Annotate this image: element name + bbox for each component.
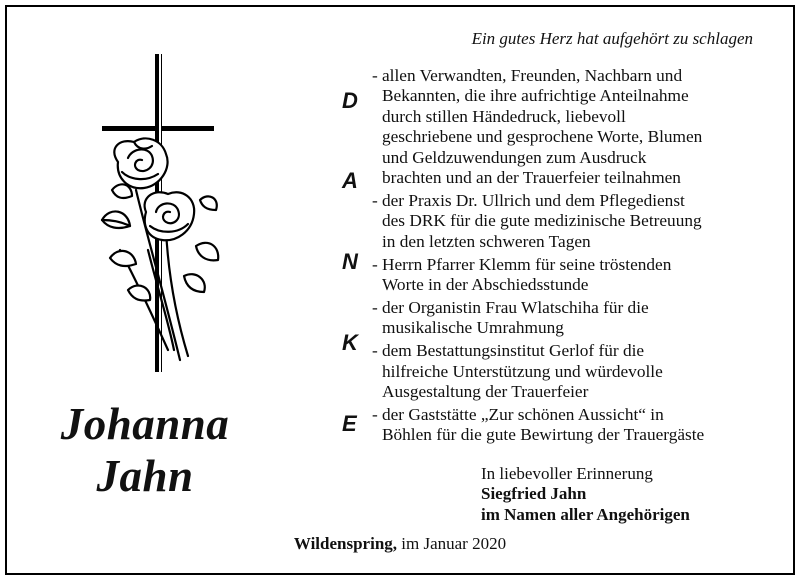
thanks-line: allen Verwandten, Freunden, Nachbarn und [382,66,683,85]
thanks-line: Herrn Pfarrer Klemm für seine tröstenden [382,254,672,274]
thanks-line: hilfreiche Unterstützung und würdevolle [382,361,663,381]
item-dash: - [372,190,378,210]
acrostic-letter-e: E [342,411,357,436]
thanks-item-doctor [372,191,762,252]
thanks-line: dem Bestattungsinstitut Gerlof für die [382,341,645,361]
thanks-line: geschriebene und gesprochene Worte, Blumen [382,127,703,147]
item-dash: - [372,66,378,85]
thanks-line: und Geldzuwendungen zum Ausdruck [382,147,647,167]
thanks-line: des DRK für die gute medizinische Betreuung [382,211,702,231]
signature-on-behalf: im Namen aller Angehörigen [481,504,690,524]
thanks-list [372,66,762,448]
thanks-line: Bekannten, die ihre aufrichtige Anteilnahme [382,86,689,106]
thanks-line: Böhlen für die gute Bewirtung der Trauergäste [382,425,705,445]
thanks-line: der Praxis Dr. Ullrich und dem Pflegedienst [382,190,685,210]
item-dash: - [372,341,378,361]
thanks-item-organist [372,298,762,339]
acrostic-letter-d: D [342,88,358,113]
cross-with-roses-icon [88,50,228,380]
thanks-line: in den letzten schweren Tagen [382,231,591,251]
item-dash: - [372,405,378,424]
motto: Ein gutes Herz hat aufgehört zu schlagen [471,29,753,48]
item-dash: - [372,297,378,317]
date: im Januar 2020 [401,534,507,553]
signature-name: Siegfried Jahn [481,484,587,504]
signature-intro: In liebevoller Erinnerung [481,464,653,483]
deceased-last-name: Jahn [96,451,194,501]
thanks-item-restaurant [372,405,762,446]
thanks-line: musikalische Umrahmung [382,318,564,338]
thanks-item-pastor [372,255,762,296]
signature-block [481,464,690,525]
thanks-line: brachten und an der Trauerfeier teilnahmen [382,168,681,188]
thanks-line: Worte in der Abschiedsstunde [382,275,589,295]
place-date-line [0,534,800,554]
thanks-line: der Gaststätte „Zur schönen Aussicht“ in [382,405,664,424]
place: Wildenspring, [293,534,398,553]
thanks-line: Ausgestaltung der Trauerfeier [382,382,589,402]
item-dash: - [372,254,378,274]
thanks-item-relatives [372,66,762,188]
thanks-item-funeral-home [372,341,762,402]
thanks-line: der Organistin Frau Wlatschiha für die [382,297,649,317]
thanks-line: durch stillen Händedruck, liebevoll [382,106,626,126]
acrostic-letter-n: N [342,249,358,274]
acrostic-letter-a: A [342,168,358,193]
deceased-first-name: Johanna [60,399,230,449]
acrostic-letter-k: K [342,330,358,355]
